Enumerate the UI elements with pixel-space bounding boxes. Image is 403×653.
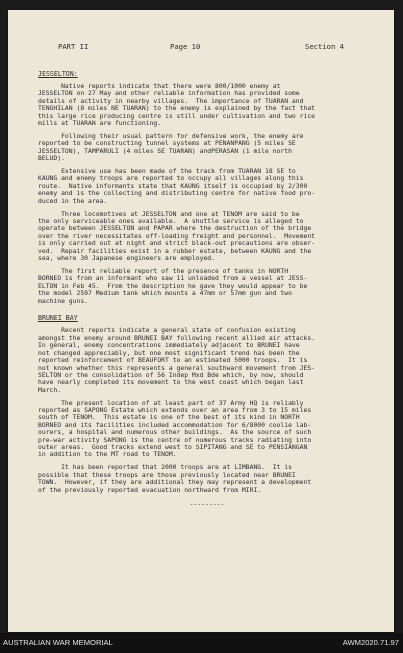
text-line: ELTON in Feb 45. From the description he gave they would appear to be <box>38 281 308 290</box>
text-line: outer areas. Good tracks extend west to SIPITANG and SE to PENSIANGAN <box>38 443 308 452</box>
end-separator: --------- <box>189 499 225 508</box>
text-line: south of TENOM. This estate is one of the best of its kind in NORTH <box>38 413 300 422</box>
paragraph <box>38 133 376 163</box>
text-line: mills at TUARAN are functioning. <box>38 119 162 128</box>
text-line: duced in the area. <box>38 196 108 205</box>
paragraph <box>38 168 376 205</box>
text-line: amongst the enemy around BRUNEI BAY following recent allied air attacks. <box>38 333 316 342</box>
text-line: of the previously reported evacuation northward from MIRI. <box>38 485 262 494</box>
text-line: reported reinforcement of BEAUFORT to an estimated 5000 troops. It is <box>38 356 308 365</box>
text-line: machine guns. <box>38 296 89 305</box>
text-line: enemy and is the collecting and distributing centre for native food pro- <box>38 189 316 198</box>
text-line: the only serviceable ones available. A shuttle service is alleged to <box>38 217 304 225</box>
footer-accession-number: AWM2020.71.97 <box>342 638 399 647</box>
text-line: Extensive use has been made of the track from TUARAN 18 SE to <box>38 167 296 176</box>
archive-footer <box>0 633 403 653</box>
text-line: The present location of at least part of 37 Army HQ is reliably <box>38 398 304 407</box>
text-line: have nearly completed its movement to the west coast which began last <box>38 378 304 387</box>
text-line: reported to be constructing tunnel systems at PENANPANG (5 miles SE <box>38 139 296 148</box>
section-heading: BRUNEI BAY <box>38 314 78 323</box>
text-line: not changed appreciably, but one most significant trend has been the <box>38 348 300 357</box>
text-line: not known whether this represents a general southward movement from JES- <box>38 363 316 372</box>
text-line: Following their usual pattern for defensive work, the enemy are <box>38 131 304 140</box>
text-line: details of activity in nearby villages. The importance of TUARAN and <box>38 96 304 105</box>
paragraph <box>38 400 376 459</box>
paragraph <box>38 268 376 305</box>
header-page-number: Page 10 <box>170 42 201 51</box>
text-line: Native reports indicate that there were 800/1000 enemy at <box>38 82 281 90</box>
text-line: TOWN. However, if they are additional they may represent a development <box>38 478 312 487</box>
text-line: reported as SAPONG Estate which extends over an area from 3 to 15 miles <box>38 406 312 415</box>
text-line: BORNEO and its facilities included accommodation for 6/8000 coolie lab- <box>38 420 312 429</box>
text-line: ved. Repair facilities exist in a rubber estate, between KAUNG and the <box>38 246 312 255</box>
header-part: PART II <box>58 42 89 51</box>
text-line: pre-war activity SAPONG is the centre of numerous tracks radiating into <box>38 435 312 444</box>
text-line: BORNEO is from an informant who saw 11 unloaded from a vessel at JESS- <box>38 274 308 283</box>
text-line: KAUNG and enemy troops are reported to occupy all villages along this <box>38 174 304 183</box>
text-line: TENGHILAN (8 miles NE TUARAN) to the enemy is explained by the fact that <box>38 104 316 113</box>
text-line: In general, enemy concentrations immediately adjacent to BRUNEI have <box>38 341 300 350</box>
document-body <box>38 70 376 508</box>
text-line: Three locomotives at JESSELTON and one at TENOM are said to be <box>38 209 300 218</box>
text-line: operate between JESSELTON and PAPAR where the destruction of the bridge <box>38 224 312 233</box>
page-header <box>8 42 394 54</box>
text-line: sea, where 30 Japanese engineers are employed. <box>38 254 215 263</box>
paragraph <box>38 464 376 494</box>
paragraph <box>38 327 376 394</box>
text-line: is only carried out at night and strict black-out precautions are obser- <box>38 239 316 248</box>
text-line: in addition to the MT road to TENOM. <box>38 450 177 459</box>
text-line: over the river necessitates off-loading freight and personnel. Movement <box>38 231 316 240</box>
header-section: Section 4 <box>305 42 344 51</box>
text-line: this large rice producing centre is still under cultivation and two rice <box>38 111 316 120</box>
section-heading: JESSELTON: <box>38 70 78 78</box>
text-line: SELTON or the consolidation of 56 Indep Mxd Bde which, by now, should <box>38 370 304 379</box>
text-line: the model 2597 Medium tank which mounts a 47mm or 57mm gun and two <box>38 289 292 298</box>
text-line: ourers, a hospital and numerous other buildings. As the source of such <box>38 428 312 437</box>
footer-institution: AUSTRALIAN WAR MEMORIAL <box>3 638 113 647</box>
text-line: It has been reported that 2000 troops are at LIMBANG. It is <box>38 463 292 472</box>
text-line: JESSELTON), TAMPARULI (4 miles SE TUARAN) andPERASAN (1 mile north <box>38 146 292 155</box>
text-line: route. Native informants state that KAUNG itself is occupied by 2/300 <box>38 181 308 190</box>
paragraph <box>38 211 376 263</box>
text-line: JESSELTON on 27 May and other reliable information has provided some <box>38 89 300 98</box>
text-line: possible that these troops are those previously located near BRUNEI <box>38 470 296 479</box>
text-line: The first reliable report of the presence of tanks in NORTH <box>38 266 289 275</box>
text-line: March. <box>38 385 62 394</box>
paragraph <box>38 83 376 127</box>
text-line: Recent reports indicate a general state of confusion existing <box>38 326 296 335</box>
text-line: BELUD). <box>38 154 65 163</box>
document-page <box>8 10 394 632</box>
